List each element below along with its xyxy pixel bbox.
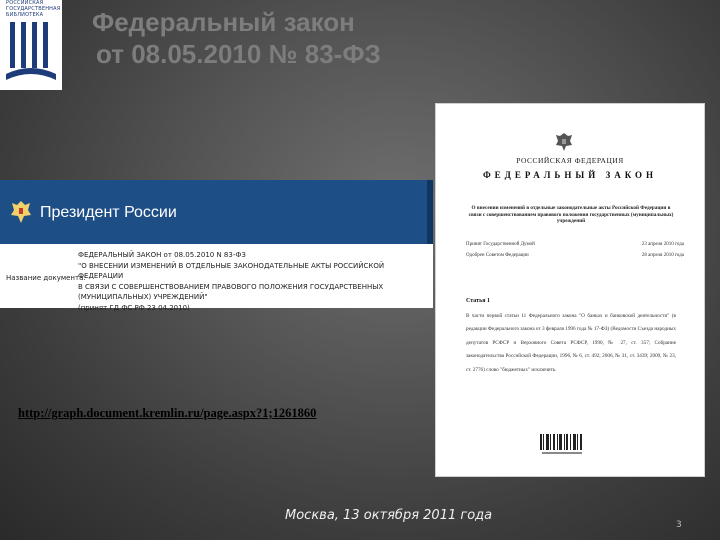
logo-text: РОССИЙСКАЯ ГОСУДАРСТВЕННАЯ БИБЛИОТЕКА [6, 0, 61, 18]
site-header [0, 180, 433, 244]
kremlin-site-screenshot [0, 180, 433, 312]
doc-approved [466, 253, 684, 258]
doc-body: В части первой статьи 11 Федерального закона "О банках и банковской деятельности" (в редакции Федерального закона от 3 февраля 1996 года № 17-ФЗ) (Ведомости Съезда народных депутатов РСФСР и Верховного Совета РСФСР, 1990, № 27, ст. 357; Собрание законодательства Российской Федерации, 1996, № 6, ст. 492; 2006, № 31, ст. 3439; 2009, № 23, ст. 2776) слово "бюджетных" исключить. [466, 313, 676, 373]
page-number: 3 [676, 520, 682, 530]
doc-heading: О внесении изменений в отдельные законодательные акты Российской Федерации в связи с совершенствованием правового положения государственных (муниципальных) учреждений [468, 205, 674, 225]
doc-law-title: ФЕДЕРАЛЬНЫЙ ЗАКОН [482, 170, 658, 180]
document-link[interactable]: http://graph.document.kremlin.ru/page.aspx?1;1261860 [18, 406, 317, 420]
library-logo-icon [4, 18, 58, 88]
title-line-2: от 08.05.2010 № 83-ФЗ [96, 39, 381, 69]
doc-country: РОССИЙСКАЯ ФЕДЕРАЦИЯ [516, 156, 624, 165]
slide-footer: Москва, 13 октября 2011 года [285, 508, 493, 523]
barcode-icon [540, 434, 584, 456]
doc-approved-label: Одобрен Советом Федерации [466, 253, 529, 258]
doc-name-label: Название документа: [6, 274, 86, 282]
coat-of-arms-icon [8, 198, 34, 226]
title-line-1: Федеральный закон [92, 7, 355, 37]
doc-approved-date: 28 апреля 2010 года [641, 253, 684, 258]
slide-title [92, 6, 381, 70]
doc-adopted [466, 242, 684, 247]
coat-of-arms-icon [552, 130, 576, 154]
doc-adopted-date: 23 апреля 2010 года [641, 242, 684, 247]
doc-adopted-label: Принят Государственной Думой [466, 242, 535, 247]
doc-article: Статья 1 [466, 298, 490, 304]
site-title: Президент России [40, 204, 177, 221]
doc-name-value: ФЕДЕРАЛЬНЫЙ ЗАКОН от 08.05.2010 N 83-ФЗ "О ВНЕСЕНИИ ИЗМЕНЕНИЙ В ОТДЕЛЬНЫЕ ЗАКОНОДАТЕЛЬНЫЕ АКТЫ РОССИЙСКОЙ ФЕДЕРАЦИИ В СВЯЗИ С СОВЕРШЕНСТВОВАНИЕМ ПРАВОВОГО ПОЛОЖЕНИЯ ГОСУДАРСТВЕННЫХ (МУНИЦИПАЛЬНЫХ) УЧРЕЖДЕНИЙ" (принят ГД ФС РФ 23.04.2010) [78, 251, 385, 312]
header-edge [427, 180, 433, 244]
library-logo [0, 0, 62, 90]
law-document-scan [436, 104, 704, 476]
